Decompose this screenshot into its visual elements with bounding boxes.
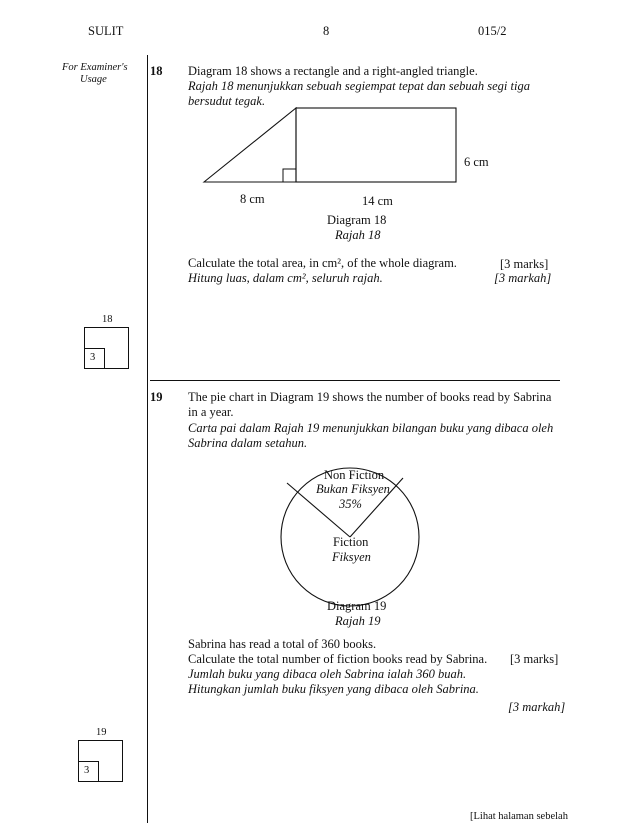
q19-statement: Sabrina has read a total of 360 books. [188, 637, 377, 651]
q18-caption: Diagram 18 [327, 213, 387, 227]
question-separator [150, 380, 560, 381]
box18-mark: 3 [90, 352, 96, 363]
q19-caption: Diagram 19 [327, 599, 387, 613]
q18-marks-ms: [3 markah] [494, 271, 552, 285]
q18-number: 18 [150, 64, 163, 78]
q19-marks-ms: [3 markah] [508, 700, 566, 714]
pie-sector1-label-ms: Bukan Fiksyen [316, 482, 390, 496]
dim-triangle-base: 8 cm [240, 192, 265, 206]
rectangle-shape [296, 108, 456, 182]
pie-sector1-percent: 35% [339, 497, 362, 511]
q19-line1: The pie chart in Diagram 19 shows the number of books read by Sabrina [188, 390, 552, 404]
q18-line1: Diagram 18 shows a rectangle and a right-angled triangle. [188, 64, 478, 78]
examiner-label: For Examiner's [62, 62, 128, 73]
q19-caption-ms: Rajah 19 [335, 614, 381, 628]
header-left: SULIT [88, 24, 124, 38]
triangle-shape [204, 108, 296, 182]
pie-sector1-label: Non Fiction [324, 468, 385, 482]
box19-label: 19 [96, 727, 107, 738]
dim-rect-width: 14 cm [362, 194, 393, 208]
q18-caption-ms: Rajah 18 [335, 228, 381, 242]
examiner-label-usage: Usage [80, 74, 107, 85]
pie-sector2-label: Fiction [333, 535, 369, 549]
q19-line2: in a year. [188, 405, 234, 419]
q19-line4: Sabrina dalam setahun. [188, 436, 308, 450]
q19-statement-ms: Jumlah buku yang dibaca oleh Sabrina ialah 360 buah. [188, 667, 467, 681]
box18-label: 18 [102, 314, 113, 325]
q19-marks: [3 marks] [510, 652, 559, 666]
q18-line2: Rajah 18 menunjukkan sebuah segiempat tepat dan sebuah segi tiga [188, 79, 530, 93]
footer-next-page: [Lihat halaman sebelah [470, 811, 568, 822]
q18-question-ms: Hitung luas, dalam cm², seluruh rajah. [188, 271, 383, 285]
page-number: 8 [323, 24, 330, 38]
q18-line3: bersudut tegak. [188, 94, 266, 108]
right-angle-marker [283, 169, 296, 182]
header-right: 015/2 [478, 24, 507, 38]
q19-question-ms: Hitungkan jumlah buku fiksyen yang dibaca oleh Sabrina. [188, 682, 479, 696]
pie-sector2-label-ms: Fiksyen [332, 550, 371, 564]
box19-mark: 3 [84, 765, 90, 776]
q19-question: Calculate the total number of fiction books read by Sabrina. [188, 652, 488, 666]
dim-height: 6 cm [464, 155, 489, 169]
q18-question: Calculate the total area, in cm², of the whole diagram. [188, 256, 457, 270]
q19-line3: Carta pai dalam Rajah 19 menunjukkan bilangan buku yang dibaca oleh [188, 421, 554, 435]
q18-marks: [3 marks] [500, 257, 549, 271]
q19-number: 19 [150, 390, 163, 404]
